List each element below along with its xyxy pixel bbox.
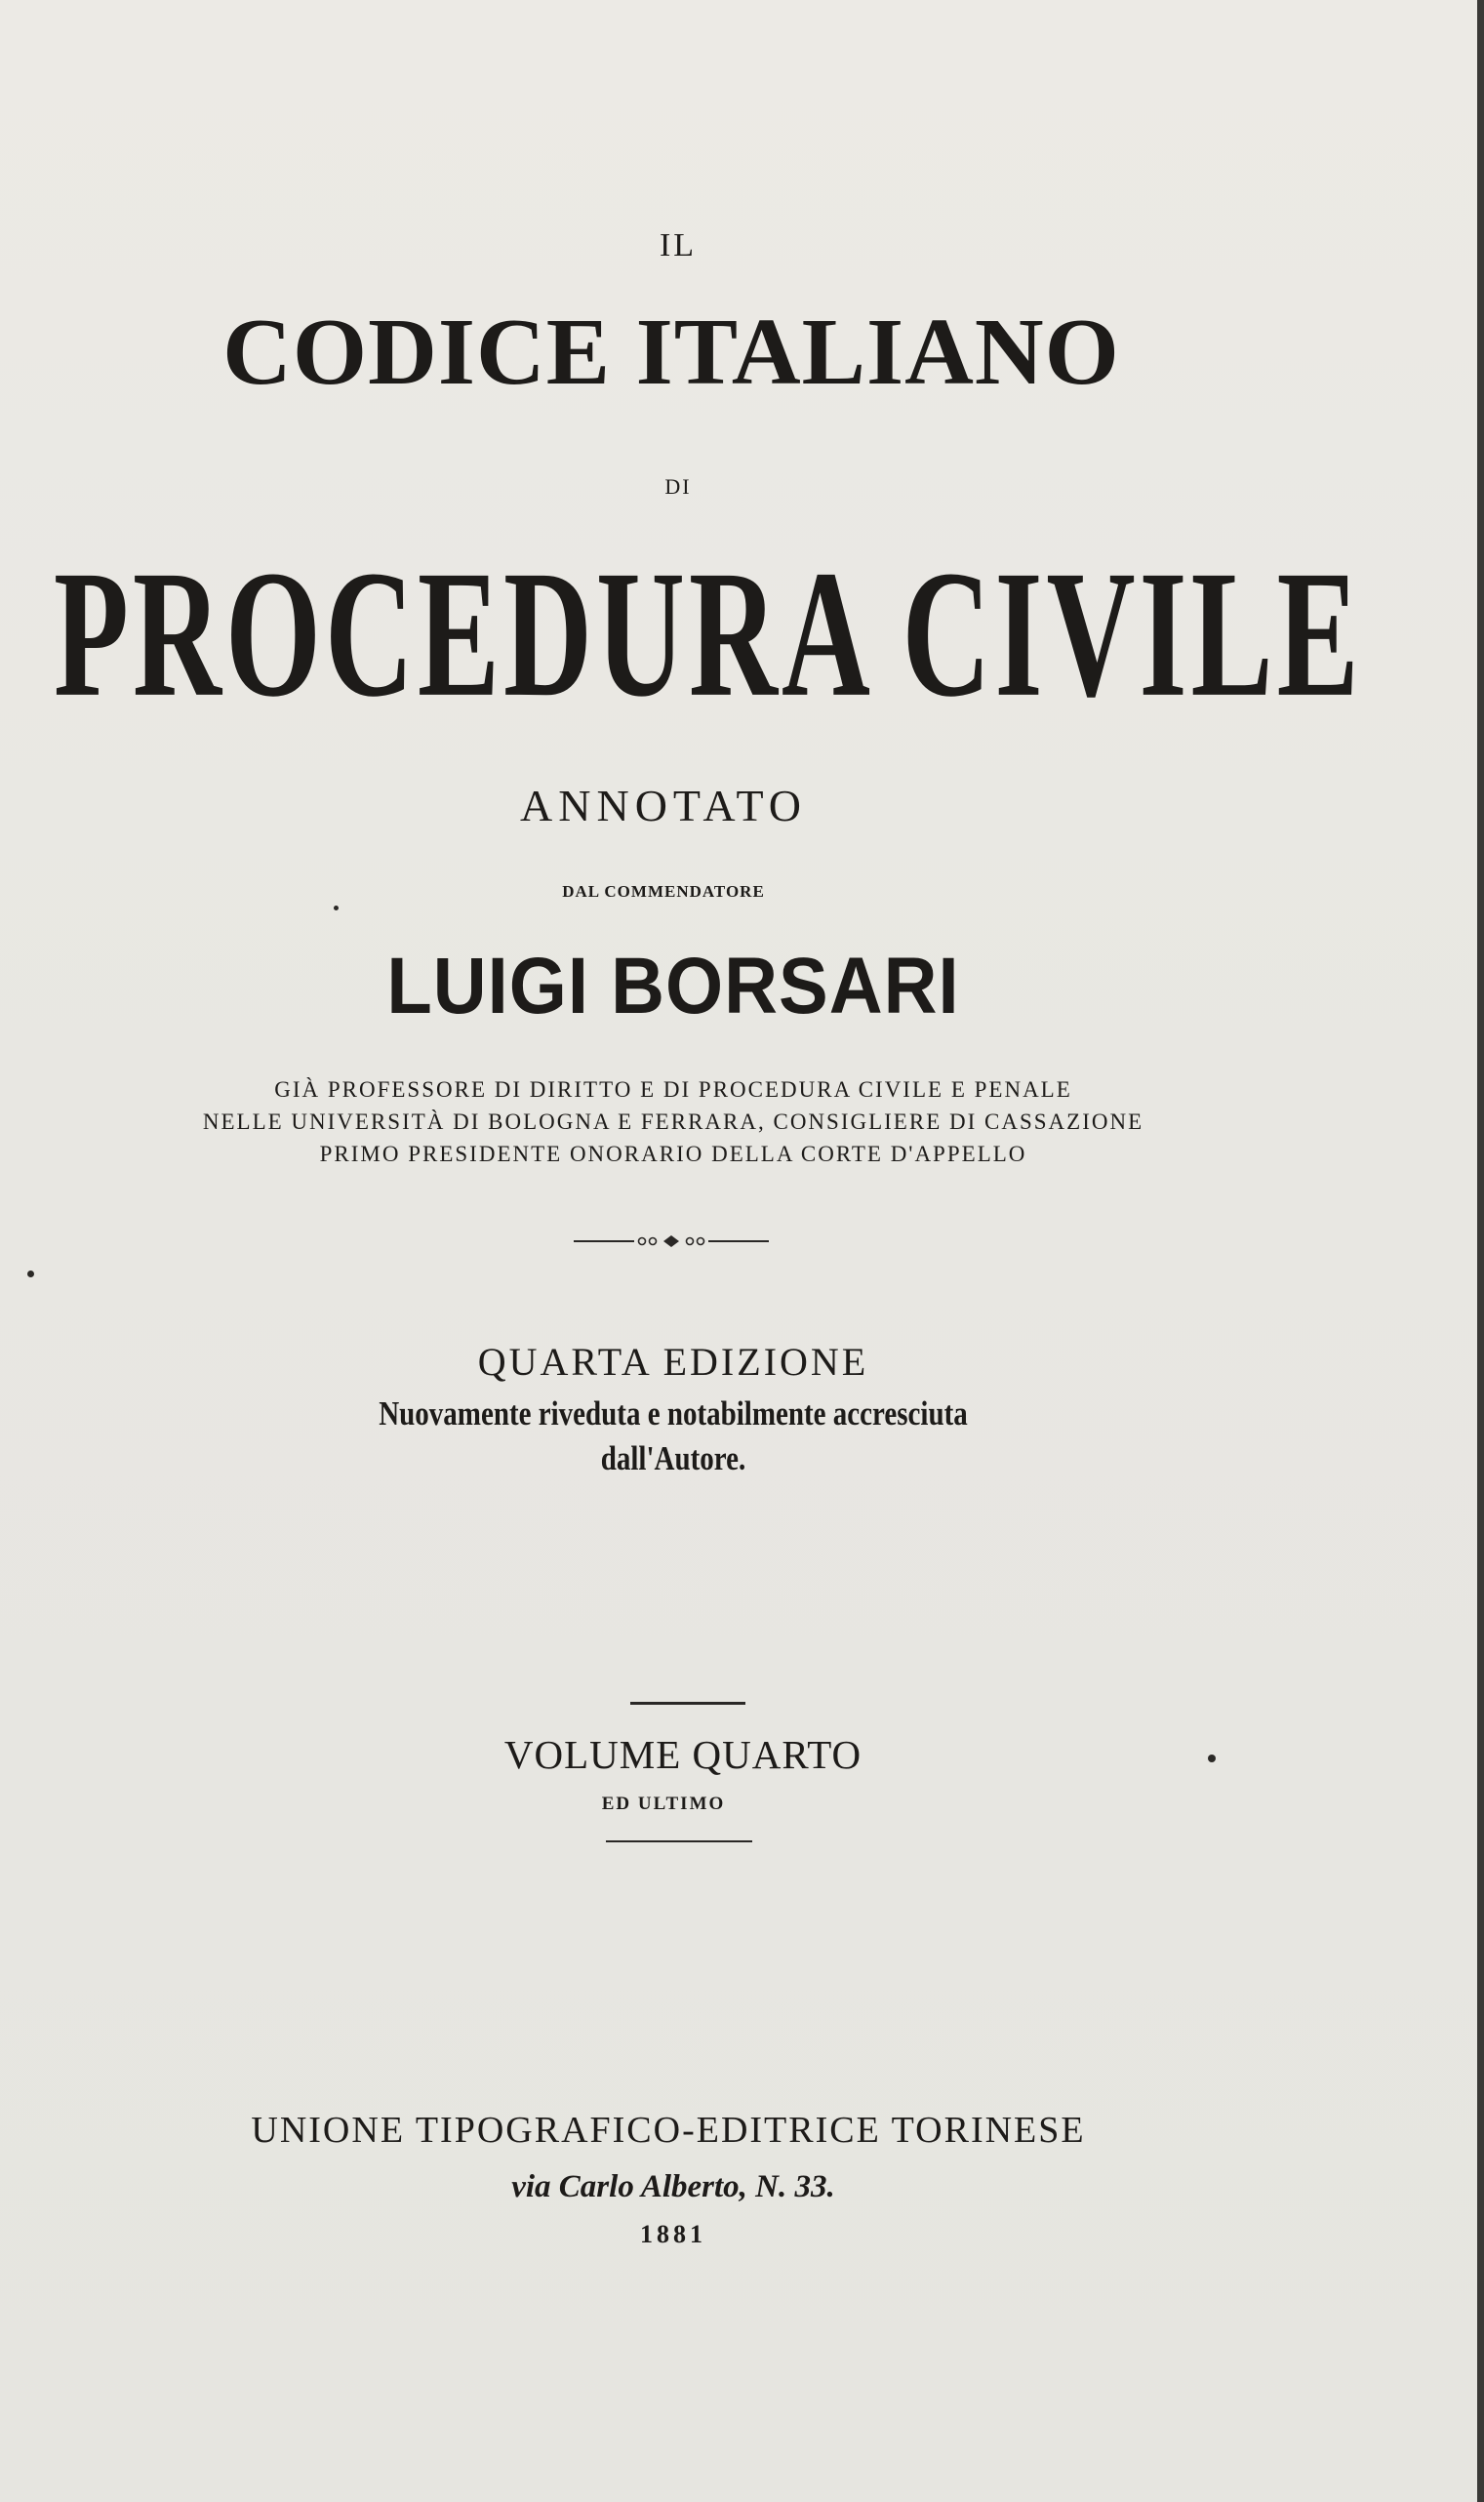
book-subject: PROCEDURA CIVILE	[54, 534, 1363, 736]
paper-speck	[1208, 1755, 1216, 1762]
author-credential-line: NELLE UNIVERSITÀ DI BOLOGNA E FERRARA, CONSIGLIERE DI CASSAZIONE	[202, 1110, 1144, 1134]
title-article: IL	[659, 227, 698, 263]
decorative-rule-ornament-icon	[574, 1231, 769, 1251]
paper-speck	[27, 1271, 34, 1277]
paper-speck	[334, 906, 339, 910]
publisher-address: via Carlo Alberto, N. 33.	[511, 2169, 835, 2204]
volume-label: VOLUME QUARTO	[503, 1732, 862, 1777]
divider-rule	[630, 1702, 745, 1705]
book-title: CODICE ITALIANO	[222, 300, 1120, 405]
author-name: LUIGI BORSARI	[386, 941, 960, 1031]
edition-note-author: dall'Autore.	[600, 1440, 746, 1478]
divider-rule	[606, 1840, 752, 1842]
by-line: DAL COMMENDATORE	[562, 882, 765, 901]
author-credential-line: PRIMO PRESIDENTE ONORARIO DELLA CORTE D'APPELLO	[319, 1142, 1027, 1166]
title-preposition: DI	[664, 474, 692, 499]
edition-note: Nuovamente riveduta e notabilmente accresciuta	[379, 1395, 968, 1433]
publication-year: 1881	[640, 2220, 706, 2248]
volume-note: ED ULTIMO	[601, 1794, 726, 1814]
annotated-label: ANNOTATO	[520, 781, 807, 830]
publisher-name: UNIONE TIPOGRAFICO-EDITRICE TORINESE	[251, 2110, 1086, 2151]
edition-label: QUARTA EDIZIONE	[477, 1340, 869, 1384]
page-edge	[1477, 0, 1484, 2502]
author-credential-line: GIÀ PROFESSORE DI DIRITTO E DI PROCEDURA CIVILE E PENALE	[274, 1077, 1072, 1102]
